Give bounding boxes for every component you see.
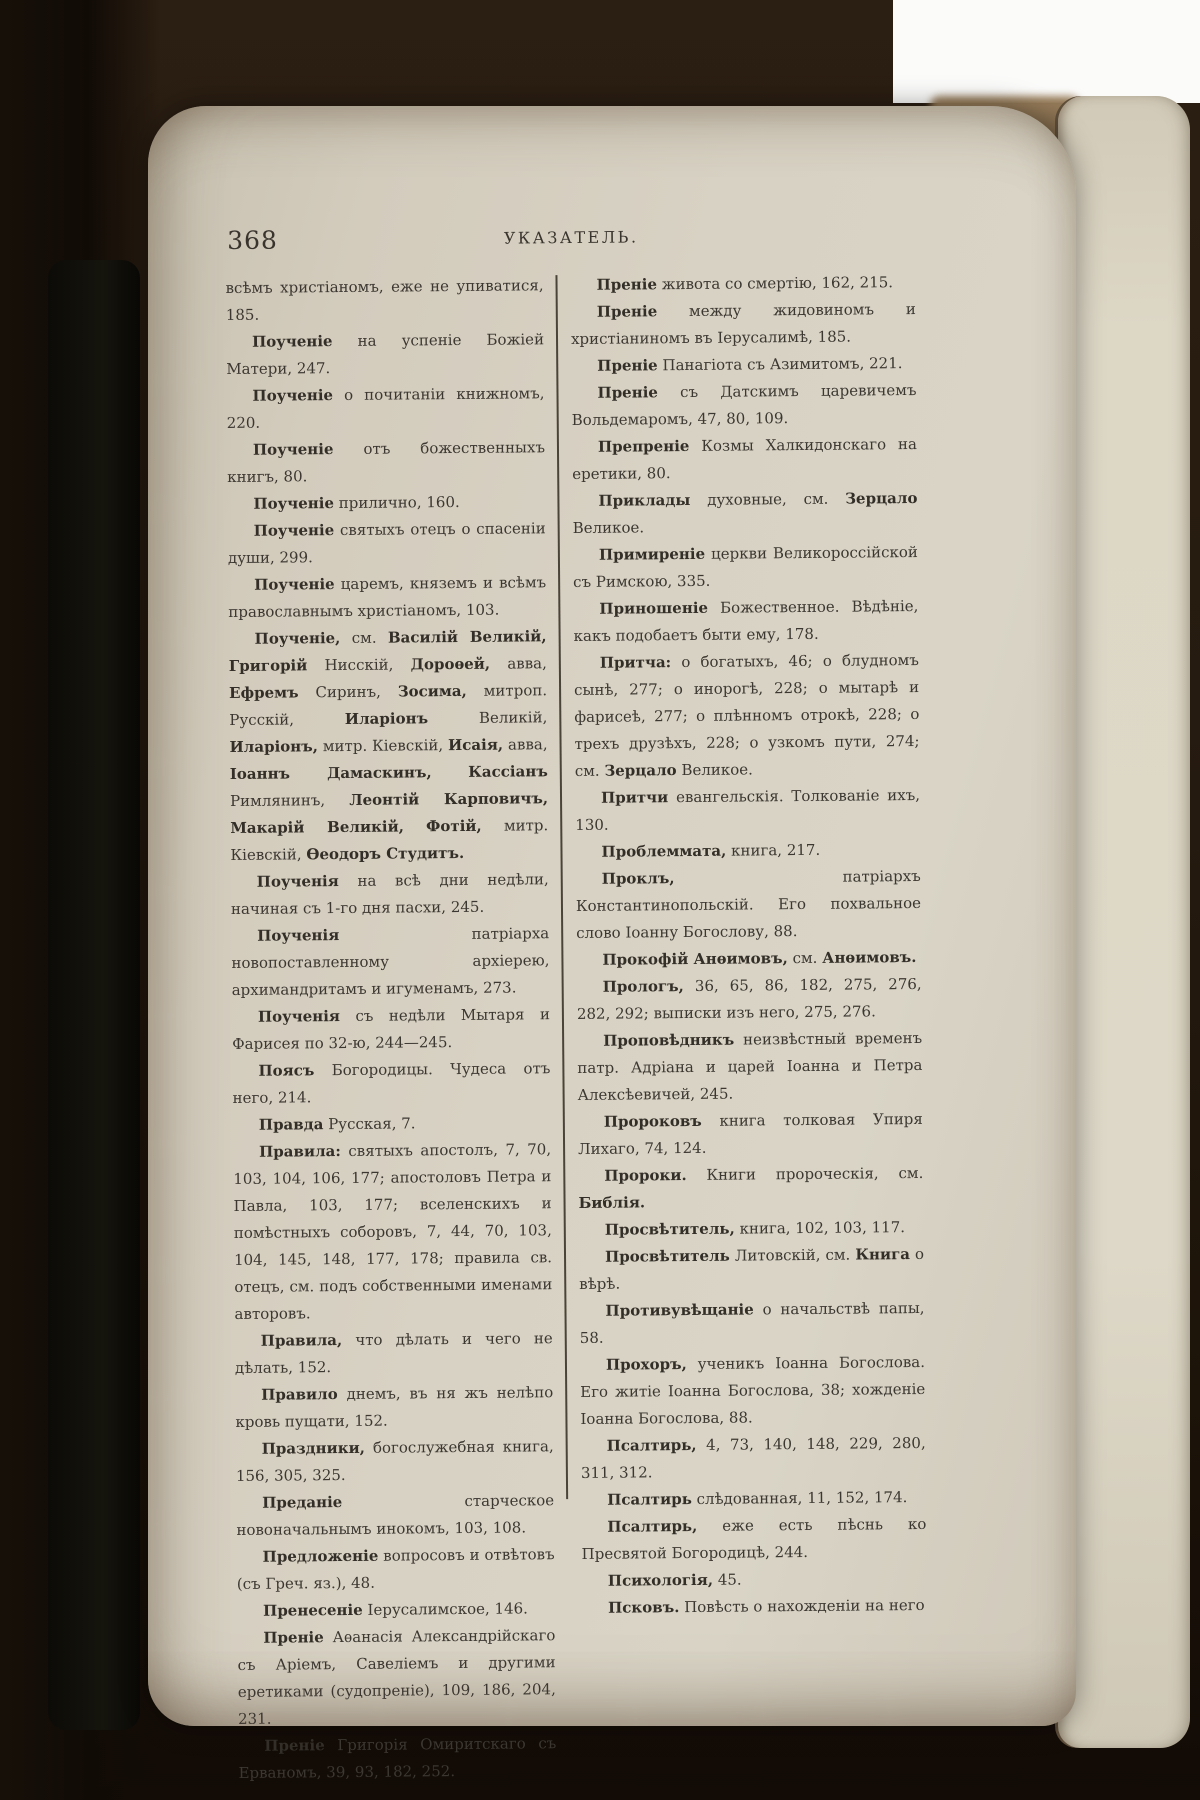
entry-headword: Притчи: [600, 788, 669, 807]
entry-text: всѣмъ христіаномъ, еже не упиватися, 185.: [225, 276, 544, 325]
entry-text: Сиринъ,: [298, 682, 398, 702]
entry-headword: Григорій: [228, 656, 308, 676]
entry-text: что дѣлать и чего не дѣлать, 152.: [234, 1329, 553, 1377]
entry-text: книга, 102, 103, 117.: [734, 1218, 906, 1238]
entry-headword: Макарій Великій,: [230, 817, 405, 837]
entry-headword: Леонтій Карповичъ,: [349, 789, 549, 809]
entry-headword: Притча:: [599, 653, 672, 672]
entry-headword: Дороѳей,: [410, 654, 491, 674]
entry-headword: Книга: [855, 1245, 911, 1264]
entry-text: о вѣрѣ.: [579, 1244, 925, 1293]
scan-corner: [893, 0, 1200, 103]
entry-text: слѣдованная, 11, 152, 174.: [691, 1488, 908, 1508]
index-entry: [226, 380, 544, 437]
entry-text: Великое.: [572, 518, 645, 537]
entry-headword: Просвѣтитель: [604, 1246, 730, 1266]
entry-headword: Преніе: [263, 1628, 324, 1647]
entry-text: [432, 763, 469, 781]
index-entry: [231, 920, 550, 1004]
entry-text: о богатыхъ, 46; о блудномъ сынѣ, 277; о инорогѣ, 228; о мытарѣ и фарисеѣ, 277; о плѣнномъ отрокѣ, 228; о трехъ друзѣхъ, 228; о узкомъ пути, 274; см.: [574, 650, 920, 780]
index-column-right: [570, 269, 927, 1622]
column-divider-rule: [555, 275, 568, 1499]
entry-headword: Пренесеніе: [263, 1600, 363, 1620]
entry-text: Козмы Халкидонскаго на еретики, 80.: [572, 434, 918, 483]
entry-headword: Просвѣтитель,: [604, 1219, 735, 1239]
index-entry: [571, 377, 916, 434]
entry-headword: Правила:: [259, 1142, 341, 1161]
entry-text: митр. Кіевскій,: [317, 736, 449, 756]
index-entry: [573, 539, 918, 596]
index-entry: [570, 269, 915, 299]
index-entry: [576, 944, 921, 974]
entry-text: Книги пророческія, см.: [686, 1163, 924, 1185]
entry-headword: Преніе: [596, 275, 658, 294]
entry-text: 45.: [712, 1570, 742, 1589]
entry-text: 4, 73, 140, 148, 229, 280, 311, 312.: [580, 1433, 926, 1482]
index-entry: [236, 1487, 554, 1544]
entry-text: Великій,: [427, 708, 548, 728]
entry-text: см.: [787, 948, 823, 968]
entry-text: церкви Великороссійской съ Римскою, 335.: [573, 542, 918, 591]
index-entry: [573, 593, 918, 650]
entry-headword: Іоаннъ Дамаскинъ,: [229, 763, 432, 783]
entry-headword: Приношеніе: [599, 598, 709, 618]
entry-headword: Псалтирь: [607, 1489, 692, 1509]
entry-text: днемъ, въ ня жъ нелѣпо кровь пущати, 152.: [235, 1383, 554, 1431]
facing-page-edge: [1058, 96, 1190, 1748]
index-entry: [578, 1106, 923, 1163]
index-entry: [235, 1325, 553, 1382]
index-entry: [571, 296, 916, 353]
index-entry: [577, 1025, 923, 1109]
entry-headword: Поученіе: [253, 521, 335, 540]
entry-text: Повѣсть о нахожденіи на него: [679, 1595, 925, 1617]
entry-headword: Приклады: [598, 490, 691, 510]
entry-text: съ недѣли Мытаря и Фарисея по 32-ю, 244—245.: [232, 1005, 550, 1053]
index-entry: [226, 326, 544, 383]
index-entry: [582, 1565, 927, 1595]
entry-text: святыхъ отецъ о спасеніи души, 299.: [227, 519, 546, 568]
entry-headword: Правило: [261, 1385, 338, 1404]
entry-headword: Препреніе: [597, 436, 690, 456]
index-entry: [227, 488, 545, 518]
entry-text: Іерусалимское, 146.: [362, 1599, 528, 1619]
entry-text: Григорія Омиритскаго съ Ерваномъ, 39, 93, 182, 252.: [238, 1734, 557, 1782]
entry-text: митр. Кіевскій,: [230, 816, 549, 864]
index-entry: [236, 1433, 554, 1490]
entry-text: о почитаніи книжномъ, 220.: [226, 384, 545, 433]
index-entry: [232, 1001, 550, 1058]
entry-headword: Поученія: [257, 926, 340, 945]
entry-headword: Прохоръ,: [605, 1355, 687, 1374]
entry-text: ученикъ Іоанна Богослова. Его житіе Іоанна Богослова, 38; хожденіе Іоанна Богослова, 88.: [580, 1352, 926, 1428]
index-entry: [571, 350, 916, 380]
entry-headword: Поученія: [257, 1007, 341, 1026]
book-page: [148, 106, 1076, 1782]
entry-text: Божественное. Вѣдѣніе, какъ подобаетъ быти ему, 178.: [573, 596, 919, 645]
index-column-left: [225, 272, 556, 1787]
entry-headword: Праздники,: [261, 1438, 366, 1458]
index-entry: [231, 866, 549, 923]
entry-text: 36, 65, 86, 182, 275, 276, 282, 292; выписки изъ него, 275, 276.: [576, 974, 922, 1023]
entry-text: святыхъ апостолъ, 7, 70, 103, 104, 106, 177; апостоловъ Петра и Павла, 103, 177; вселенскихъ и помѣстныхъ соборовъ, 7, 44, 70, 103, 104, 145, 148, 177, 178; правила св. отецъ, см. подъ собственными именами авторовъ.: [233, 1140, 553, 1323]
index-entry: [235, 1379, 553, 1436]
entry-text: царемъ, княземъ и всѣмъ православнымъ христіаномъ, 103.: [228, 573, 547, 622]
index-entry: [228, 515, 546, 572]
entry-text: отъ божественныхъ книгъ, 80.: [227, 438, 546, 487]
index-entry: [572, 485, 917, 542]
entry-text: между жидовиномъ и христіаниномъ въ Іерусалимѣ, 185.: [570, 299, 916, 349]
entry-headword: Преданіе: [262, 1493, 343, 1512]
entry-headword: Пророки.: [604, 1166, 687, 1185]
index-entry: [229, 623, 549, 869]
index-entry: [577, 971, 922, 1028]
page-number: 368: [227, 225, 278, 256]
entry-text: см.: [340, 628, 389, 648]
entry-headword: Поученіе: [252, 440, 334, 459]
entry-text: Нисскій,: [307, 655, 411, 675]
entry-text: патріархъ Константинопольскій. Его похвальное слово Іоанну Богослову, 88.: [575, 866, 922, 942]
entry-headword: Поученіе,: [254, 629, 341, 648]
entry-headword: Кассіанъ: [468, 762, 548, 781]
index-entry: [233, 1109, 551, 1139]
entry-headword: Зосима,: [397, 681, 467, 701]
page-header-title: УКАЗАТЕЛЬ.: [503, 227, 639, 248]
entry-headword: Поученіе: [252, 386, 334, 405]
entry-text: на всѣ дни недѣли, начиная съ 1-го дня пасхи, 245.: [230, 870, 549, 918]
entry-headword: Иларіонъ: [344, 709, 429, 728]
running-head: [225, 219, 917, 261]
entry-text: духовные, см.: [690, 489, 846, 509]
entry-text: на успеніе Божіей Матери, 247.: [226, 330, 545, 379]
entry-headword: Проклъ,: [601, 869, 675, 888]
entry-headword: Проповѣдникъ: [603, 1030, 735, 1050]
entry-headword: Проблеммата,: [601, 841, 727, 861]
entry-headword: Зерцало: [845, 488, 918, 508]
index-entry: [228, 569, 546, 626]
index-entry: [581, 1430, 926, 1487]
entry-text: [404, 817, 426, 835]
entry-headword: Поученіе: [254, 575, 335, 594]
entry-headword: Пророковъ: [603, 1111, 702, 1131]
entry-text: Богородицы. Чудеса отъ него, 214.: [232, 1059, 551, 1107]
entry-text: книга, 217.: [726, 840, 821, 860]
entry-headword: Зерцало: [604, 761, 677, 780]
entry-text: книга толковая Упиря Лихаго, 74, 124.: [578, 1109, 923, 1158]
index-entry: [575, 836, 920, 866]
index-entry: [580, 1349, 926, 1433]
entry-text: живота со смертію, 162, 215.: [656, 273, 894, 294]
index-entry: [233, 1136, 553, 1328]
entry-text: авва,: [503, 735, 548, 754]
entry-headword: Ефремъ: [229, 683, 299, 703]
entry-text: о начальствѣ папы, 58.: [579, 1298, 925, 1347]
entry-text: патріарха новопоставленному архіерею, архимандритамъ и игуменамъ, 273.: [231, 924, 550, 999]
entry-headword: Преніе: [596, 302, 658, 321]
index-entry: [572, 431, 917, 488]
index-entry: [576, 863, 922, 947]
entry-text: еже есть пѣснь ко Пресвятой Богородицѣ, 244.: [581, 1514, 927, 1563]
index-entry: [575, 782, 920, 839]
entry-text: прилично, 160.: [333, 492, 460, 513]
entry-headword: Василій Великій,: [387, 627, 547, 647]
page-content: [225, 219, 931, 1787]
entry-text: Аѳанасія Александрійскаго съ Аріемъ, Савеліемъ и другими еретиками (судопреніе), 109, 186, 204, 231.: [237, 1626, 556, 1728]
index-entry: [225, 272, 543, 329]
index-entry: [237, 1541, 555, 1598]
index-entry: [582, 1592, 927, 1622]
entry-headword: Примиреніе: [598, 544, 706, 564]
entry-headword: Поученіе: [251, 332, 333, 351]
entry-headword: Преніе: [264, 1736, 325, 1755]
entry-headword: Поясъ: [258, 1061, 315, 1080]
index-entry: [579, 1214, 924, 1244]
index-entry: [578, 1160, 923, 1217]
index-columns: [225, 269, 930, 1787]
index-entry: [574, 647, 920, 785]
index-entry: [579, 1295, 924, 1352]
book-cover-edge: [48, 260, 140, 1730]
entry-headword: Предложеніе: [262, 1546, 379, 1566]
entry-headword: Преніе: [597, 356, 658, 375]
index-entry: [237, 1622, 556, 1733]
entry-text: неизвѣстный временъ патр. Адріана и царей Іоанна и Петра Алексѣевичей, 245.: [577, 1028, 923, 1104]
entry-headword: Анѳимовъ.: [822, 948, 917, 967]
entry-headword: Ѳеодоръ Студитъ.: [306, 843, 465, 864]
index-entry: [238, 1730, 556, 1787]
entry-headword: Правила,: [260, 1331, 343, 1350]
entry-headword: Поученія: [256, 872, 339, 891]
entry-text: вопросовъ и отвѣтовъ (съ Греч. яз.), 48.: [236, 1545, 555, 1593]
index-entry: [232, 1055, 550, 1112]
entry-headword: Фотій,: [426, 816, 482, 836]
entry-headword: Исаія,: [447, 735, 504, 755]
entry-headword: Псалтирь,: [607, 1516, 698, 1536]
entry-text: Литовскій, см.: [729, 1245, 856, 1265]
entry-headword: Псалтирь,: [606, 1435, 697, 1455]
entry-text: старческое новоначальнымъ инокомъ, 103, 108.: [236, 1491, 555, 1539]
entry-headword: Преніе: [597, 383, 658, 402]
entry-headword: Псковъ.: [608, 1598, 680, 1617]
index-entry: [581, 1511, 926, 1568]
entry-text: митроп. Русскій,: [229, 681, 548, 730]
entry-text: евангельскія. Толкованіе ихъ, 130.: [575, 785, 921, 834]
entry-text: съ Датскимъ царевичемъ Вольдемаромъ, 47, 80, 109.: [571, 380, 917, 430]
entry-headword: Библія.: [578, 1193, 646, 1212]
entry-headword: Прологъ,: [602, 977, 684, 996]
entry-text: авва,: [490, 654, 547, 673]
entry-headword: Правда: [258, 1115, 324, 1134]
entry-text: Панагіота съ Азимитомъ, 221.: [657, 354, 903, 375]
entry-text: Римлянинъ,: [229, 790, 350, 810]
entry-headword: Психологія,: [607, 1570, 714, 1590]
entry-text: Русская, 7.: [323, 1114, 416, 1134]
entry-headword: Противувѣщаніе: [605, 1300, 754, 1320]
entry-text: богослужебная книга, 156, 305, 325.: [235, 1437, 554, 1485]
entry-headword: Прокофій Анѳимовъ,: [602, 949, 788, 969]
index-entry: [579, 1241, 924, 1298]
entry-text: Великое.: [676, 760, 753, 780]
entry-headword: Поученіе: [253, 494, 335, 513]
index-entry: [581, 1484, 926, 1514]
index-entry: [237, 1595, 555, 1625]
index-entry: [227, 434, 545, 491]
entry-headword: Иларіонъ,: [229, 737, 319, 756]
